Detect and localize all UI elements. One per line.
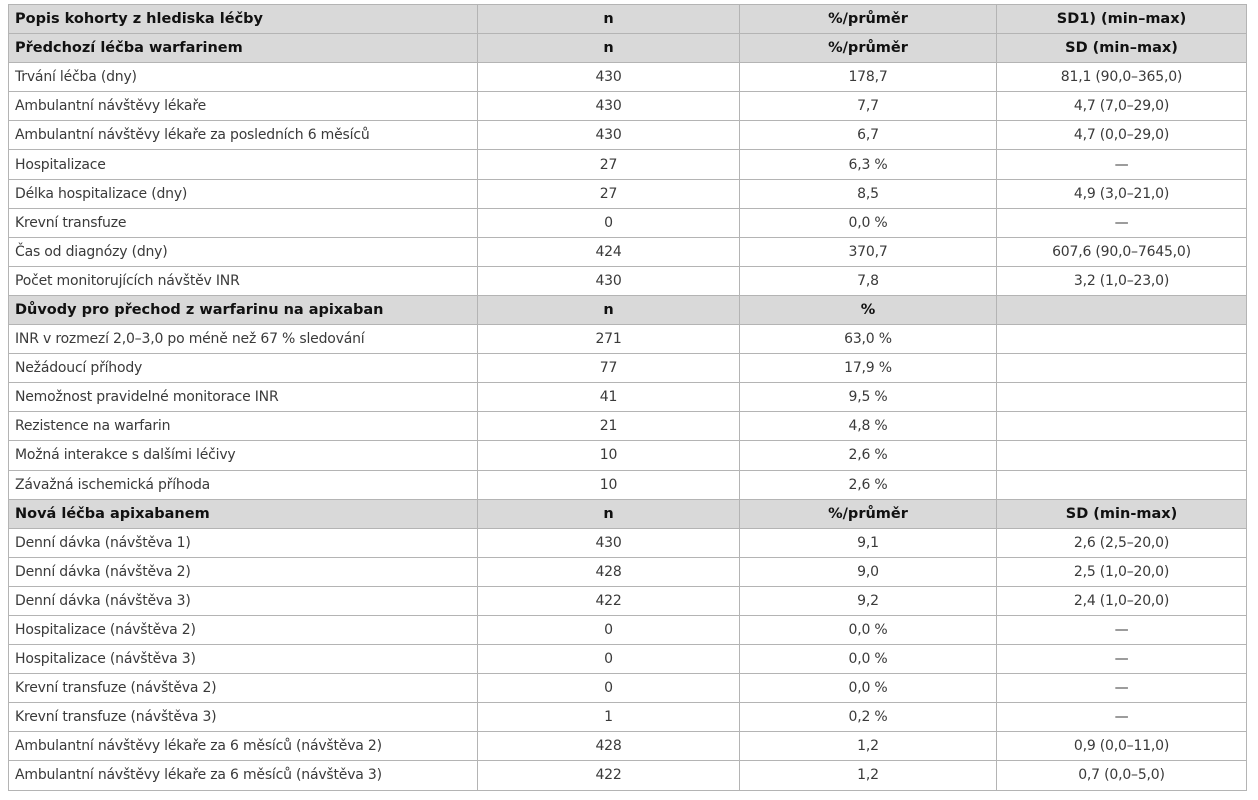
sd-range-cell: 0,7 (0,0–5,0) [997,761,1247,790]
table-row [9,208,1247,237]
header-description-cell: Předchozí léčba warfarinem [9,34,478,63]
percent-mean-cell: 6,7 [740,121,997,150]
header-percent-mean-cell: %/průměr [740,34,997,63]
n-cell: 10 [478,441,740,470]
description-cell: Možná interakce s dalšími léčivy [9,441,478,470]
table-row [9,586,1247,615]
percent-mean-cell: 63,0 % [740,325,997,354]
description-cell: Denní dávka (návštěva 2) [9,557,478,586]
sd-range-cell: — [997,615,1247,644]
header-description-cell: Důvody pro přechod z warfarinu na apixaban [9,295,478,324]
section-header-row [9,34,1247,63]
description-cell: Hospitalizace (návštěva 2) [9,615,478,644]
sd-range-cell: — [997,645,1247,674]
description-cell: Krevní transfuze [9,208,478,237]
description-cell: Ambulantní návštěvy lékaře za 6 měsíců (návštěva 3) [9,761,478,790]
n-cell: 0 [478,615,740,644]
n-cell: 41 [478,383,740,412]
header-n-cell: n [478,499,740,528]
sd-range-cell: 0,9 (0,0–11,0) [997,732,1247,761]
table-row [9,528,1247,557]
n-cell: 430 [478,63,740,92]
table-row [9,354,1247,383]
cohort-treatment-table [8,4,1247,791]
table-row [9,150,1247,179]
n-cell: 422 [478,586,740,615]
percent-mean-cell: 2,6 % [740,470,997,499]
percent-mean-cell: 9,1 [740,528,997,557]
percent-mean-cell: 9,0 [740,557,997,586]
n-cell: 77 [478,354,740,383]
n-cell: 10 [478,470,740,499]
table-row [9,441,1247,470]
section-header-row [9,499,1247,528]
n-cell: 428 [478,732,740,761]
sd-range-cell: 2,6 (2,5–20,0) [997,528,1247,557]
percent-mean-cell: 0,2 % [740,703,997,732]
percent-mean-cell: 9,5 % [740,383,997,412]
header-sd-range-cell: SD (min-max) [997,499,1247,528]
description-cell: Rezistence na warfarin [9,412,478,441]
percent-mean-cell: 7,7 [740,92,997,121]
n-cell: 430 [478,528,740,557]
header-percent-mean-cell: % [740,295,997,324]
sd-range-cell: — [997,703,1247,732]
percent-mean-cell: 0,0 % [740,674,997,703]
table-row [9,674,1247,703]
table-row [9,179,1247,208]
percent-mean-cell: 370,7 [740,237,997,266]
percent-mean-cell: 9,2 [740,586,997,615]
n-cell: 430 [478,121,740,150]
table-body [9,5,1247,791]
sd-range-cell: 2,4 (1,0–20,0) [997,586,1247,615]
table-row [9,121,1247,150]
header-sd-range-cell [997,295,1247,324]
percent-mean-cell: 8,5 [740,179,997,208]
sd-range-cell [997,383,1247,412]
header-sd-range-cell: SD1) (min–max) [997,5,1247,34]
header-n-cell: n [478,34,740,63]
n-cell: 430 [478,92,740,121]
header-n-cell: n [478,295,740,324]
percent-mean-cell: 7,8 [740,266,997,295]
description-cell: Hospitalizace (návštěva 3) [9,645,478,674]
table-row [9,383,1247,412]
header-description-cell: Popis kohorty z hlediska léčby [9,5,478,34]
table-row [9,266,1247,295]
table-row [9,761,1247,790]
percent-mean-cell: 0,0 % [740,615,997,644]
n-cell: 271 [478,325,740,354]
sd-range-cell: 4,9 (3,0–21,0) [997,179,1247,208]
sd-range-cell: 4,7 (7,0–29,0) [997,92,1247,121]
description-cell: Ambulantní návštěvy lékaře za 6 měsíců (návštěva 2) [9,732,478,761]
n-cell: 422 [478,761,740,790]
sd-range-cell: 81,1 (90,0–365,0) [997,63,1247,92]
description-cell: INR v rozmezí 2,0–3,0 po méně než 67 % sledování [9,325,478,354]
description-cell: Hospitalizace [9,150,478,179]
table-row [9,237,1247,266]
description-cell: Délka hospitalizace (dny) [9,179,478,208]
header-sd-range-cell: SD (min–max) [997,34,1247,63]
percent-mean-cell: 17,9 % [740,354,997,383]
header-percent-mean-cell: %/průměr [740,5,997,34]
n-cell: 430 [478,266,740,295]
sd-range-cell: 607,6 (90,0–7645,0) [997,237,1247,266]
description-cell: Ambulantní návštěvy lékaře za posledních 6 měsíců [9,121,478,150]
description-cell: Závažná ischemická příhoda [9,470,478,499]
n-cell: 424 [478,237,740,266]
table-row [9,615,1247,644]
percent-mean-cell: 178,7 [740,63,997,92]
n-cell: 27 [478,179,740,208]
n-cell: 0 [478,208,740,237]
description-cell: Krevní transfuze (návštěva 3) [9,703,478,732]
sd-range-cell [997,412,1247,441]
cohort-treatment-table-container [8,4,1246,791]
n-cell: 428 [478,557,740,586]
sd-range-cell: — [997,150,1247,179]
description-cell: Krevní transfuze (návštěva 2) [9,674,478,703]
sd-range-cell: 2,5 (1,0–20,0) [997,557,1247,586]
description-cell: Trvání léčba (dny) [9,63,478,92]
n-cell: 0 [478,674,740,703]
table-row [9,645,1247,674]
n-cell: 27 [478,150,740,179]
sd-range-cell: 4,7 (0,0–29,0) [997,121,1247,150]
n-cell: 21 [478,412,740,441]
section-header-row [9,5,1247,34]
description-cell: Nežádoucí příhody [9,354,478,383]
table-row [9,412,1247,441]
n-cell: 0 [478,645,740,674]
sd-range-cell: 3,2 (1,0–23,0) [997,266,1247,295]
sd-range-cell [997,325,1247,354]
percent-mean-cell: 0,0 % [740,208,997,237]
header-n-cell: n [478,5,740,34]
percent-mean-cell: 6,3 % [740,150,997,179]
description-cell: Ambulantní návštěvy lékaře [9,92,478,121]
n-cell: 1 [478,703,740,732]
percent-mean-cell: 0,0 % [740,645,997,674]
header-description-cell: Nová léčba apixabanem [9,499,478,528]
sd-range-cell [997,470,1247,499]
table-row [9,63,1247,92]
table-row [9,325,1247,354]
table-row [9,557,1247,586]
percent-mean-cell: 4,8 % [740,412,997,441]
percent-mean-cell: 1,2 [740,732,997,761]
percent-mean-cell: 1,2 [740,761,997,790]
description-cell: Čas od diagnózy (dny) [9,237,478,266]
percent-mean-cell: 2,6 % [740,441,997,470]
section-header-row [9,295,1247,324]
sd-range-cell: — [997,208,1247,237]
table-row [9,470,1247,499]
sd-range-cell [997,354,1247,383]
sd-range-cell [997,441,1247,470]
description-cell: Denní dávka (návštěva 3) [9,586,478,615]
description-cell: Denní dávka (návštěva 1) [9,528,478,557]
table-row [9,732,1247,761]
table-row [9,92,1247,121]
sd-range-cell: — [997,674,1247,703]
description-cell: Počet monitorujících návštěv INR [9,266,478,295]
header-percent-mean-cell: %/průměr [740,499,997,528]
description-cell: Nemožnost pravidelné monitorace INR [9,383,478,412]
table-row [9,703,1247,732]
